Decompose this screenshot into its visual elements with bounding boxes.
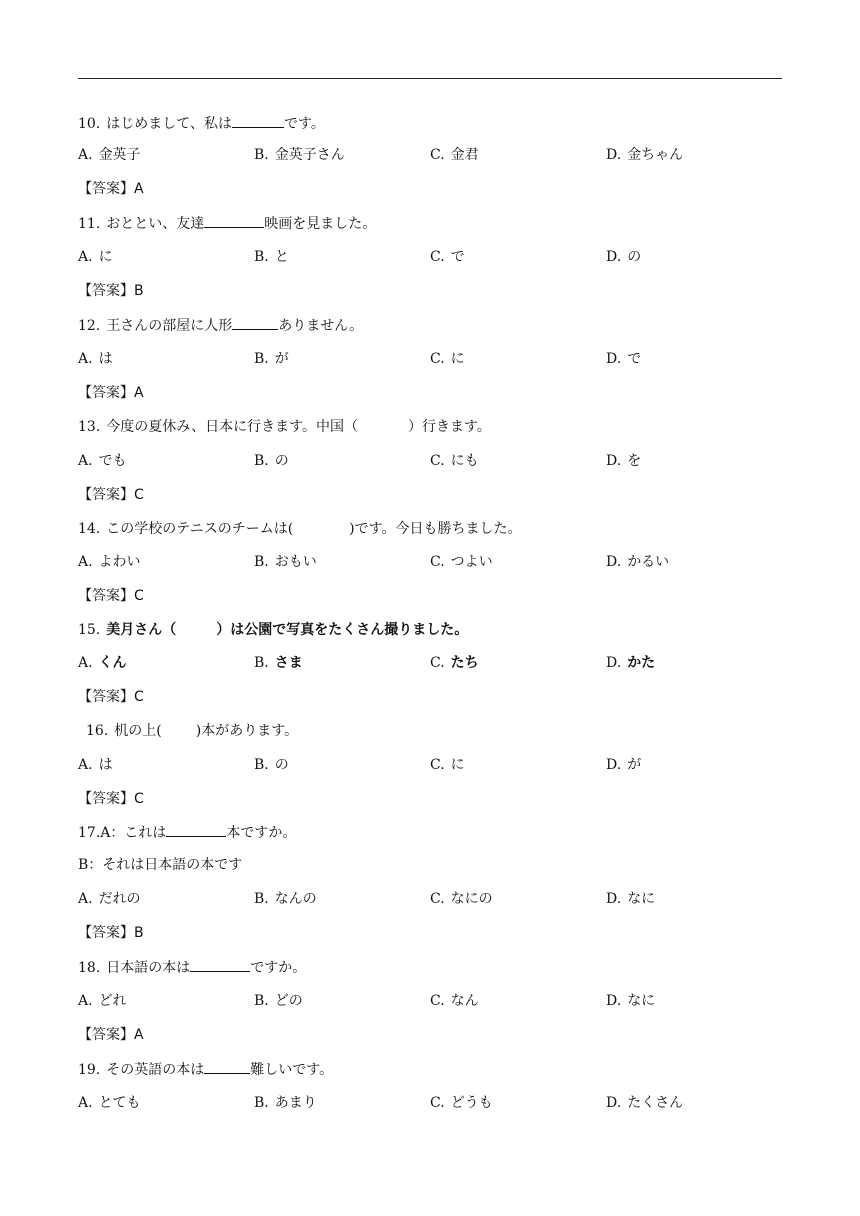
answer-blank: [232, 316, 278, 330]
question-14: 14. この学校のテニスのチームは( )です。今日も勝ちました。: [78, 521, 522, 537]
option-c[interactable]: C. たち: [430, 655, 479, 671]
option-a[interactable]: A. は: [78, 757, 113, 773]
option-d[interactable]: D. かるい: [606, 554, 670, 570]
question-19: 19. その英語の本は 難しいです。: [78, 1062, 334, 1078]
option-c[interactable]: C. つよい: [430, 554, 493, 570]
question-11: 11. おととい、友達 映画を見ました。: [78, 216, 377, 232]
option-b[interactable]: B. が: [254, 351, 289, 367]
option-c[interactable]: C. にも: [430, 453, 479, 469]
question-text: はじめまして、私は: [106, 116, 232, 132]
option-d[interactable]: D. かた: [606, 655, 656, 671]
option-b[interactable]: B. なんの: [254, 891, 317, 907]
answer-blank: [166, 823, 226, 837]
option-b[interactable]: B. の: [254, 757, 289, 773]
option-d[interactable]: D. なに: [606, 891, 656, 907]
question-18: 18. 日本語の本は ですか。: [78, 960, 307, 976]
answer-blank: [232, 114, 284, 128]
question-13: 13. 今度の夏休み、日本に行きます。中国（ ）行きます。: [78, 419, 491, 435]
option-d[interactable]: D. が: [606, 757, 642, 773]
answer-16: 【答案】C: [78, 791, 144, 807]
option-a[interactable]: A. に: [78, 249, 113, 265]
option-b[interactable]: B. と: [254, 249, 289, 265]
option-a[interactable]: A. どれ: [78, 993, 127, 1009]
option-d[interactable]: D. なに: [606, 993, 656, 1009]
option-d[interactable]: D. を: [606, 453, 642, 469]
question-number: 10.: [78, 116, 101, 132]
answer-blank: [204, 1060, 250, 1074]
option-d[interactable]: D. の: [606, 249, 642, 265]
option-a[interactable]: A. は: [78, 351, 113, 367]
option-c[interactable]: C. どうも: [430, 1095, 493, 1111]
option-c[interactable]: C. なにの: [430, 891, 493, 907]
option-b[interactable]: B. どの: [254, 993, 303, 1009]
question-17-line2: B：それは日本語の本です: [78, 857, 243, 873]
option-d[interactable]: D. で: [606, 351, 642, 367]
question-17: 17.A：これは 本ですか。: [78, 825, 297, 841]
option-a[interactable]: A. 金英子: [78, 147, 141, 163]
option-d[interactable]: D. 金ちゃん: [606, 147, 684, 163]
option-a[interactable]: A. だれの: [78, 891, 141, 907]
option-b[interactable]: B. あまり: [254, 1095, 317, 1111]
option-a[interactable]: A. よわい: [78, 554, 141, 570]
option-b[interactable]: B. の: [254, 453, 289, 469]
question-12: 12. 王さんの部屋に人形 ありません。: [78, 318, 364, 334]
option-c[interactable]: C. に: [430, 351, 465, 367]
answer-14: 【答案】C: [78, 588, 144, 604]
option-b[interactable]: B. おもい: [254, 554, 317, 570]
answer-15: 【答案】C: [78, 689, 144, 705]
option-c[interactable]: C. なん: [430, 993, 479, 1009]
option-a[interactable]: A. くん: [78, 655, 127, 671]
header-rule: [78, 78, 782, 79]
answer-11: 【答案】B: [78, 283, 144, 299]
question-16: 16. 机の上( )本があります。: [86, 723, 299, 739]
answer-12: 【答案】A: [78, 385, 144, 401]
option-c[interactable]: C. 金君: [430, 147, 479, 163]
answer-blank: [190, 958, 250, 972]
answer-blank: [204, 214, 264, 228]
question-10: [78, 114, 325, 133]
option-a[interactable]: A. とても: [78, 1095, 141, 1111]
question-text-end: です。: [284, 116, 325, 132]
answer-13: 【答案】C: [78, 487, 144, 503]
option-d[interactable]: D. たくさん: [606, 1095, 684, 1111]
answer-10: 【答案】A: [78, 181, 144, 197]
question-15: 15. 美月さん（ ）は公園で写真をたくさん撮りました。: [78, 622, 469, 638]
option-c[interactable]: C. に: [430, 757, 465, 773]
option-c[interactable]: C. で: [430, 249, 465, 265]
answer-18: 【答案】A: [78, 1027, 144, 1043]
option-a[interactable]: A. でも: [78, 453, 127, 469]
answer-17: 【答案】B: [78, 925, 144, 941]
option-b[interactable]: B. 金英子さん: [254, 147, 345, 163]
option-b[interactable]: B. さま: [254, 655, 303, 671]
